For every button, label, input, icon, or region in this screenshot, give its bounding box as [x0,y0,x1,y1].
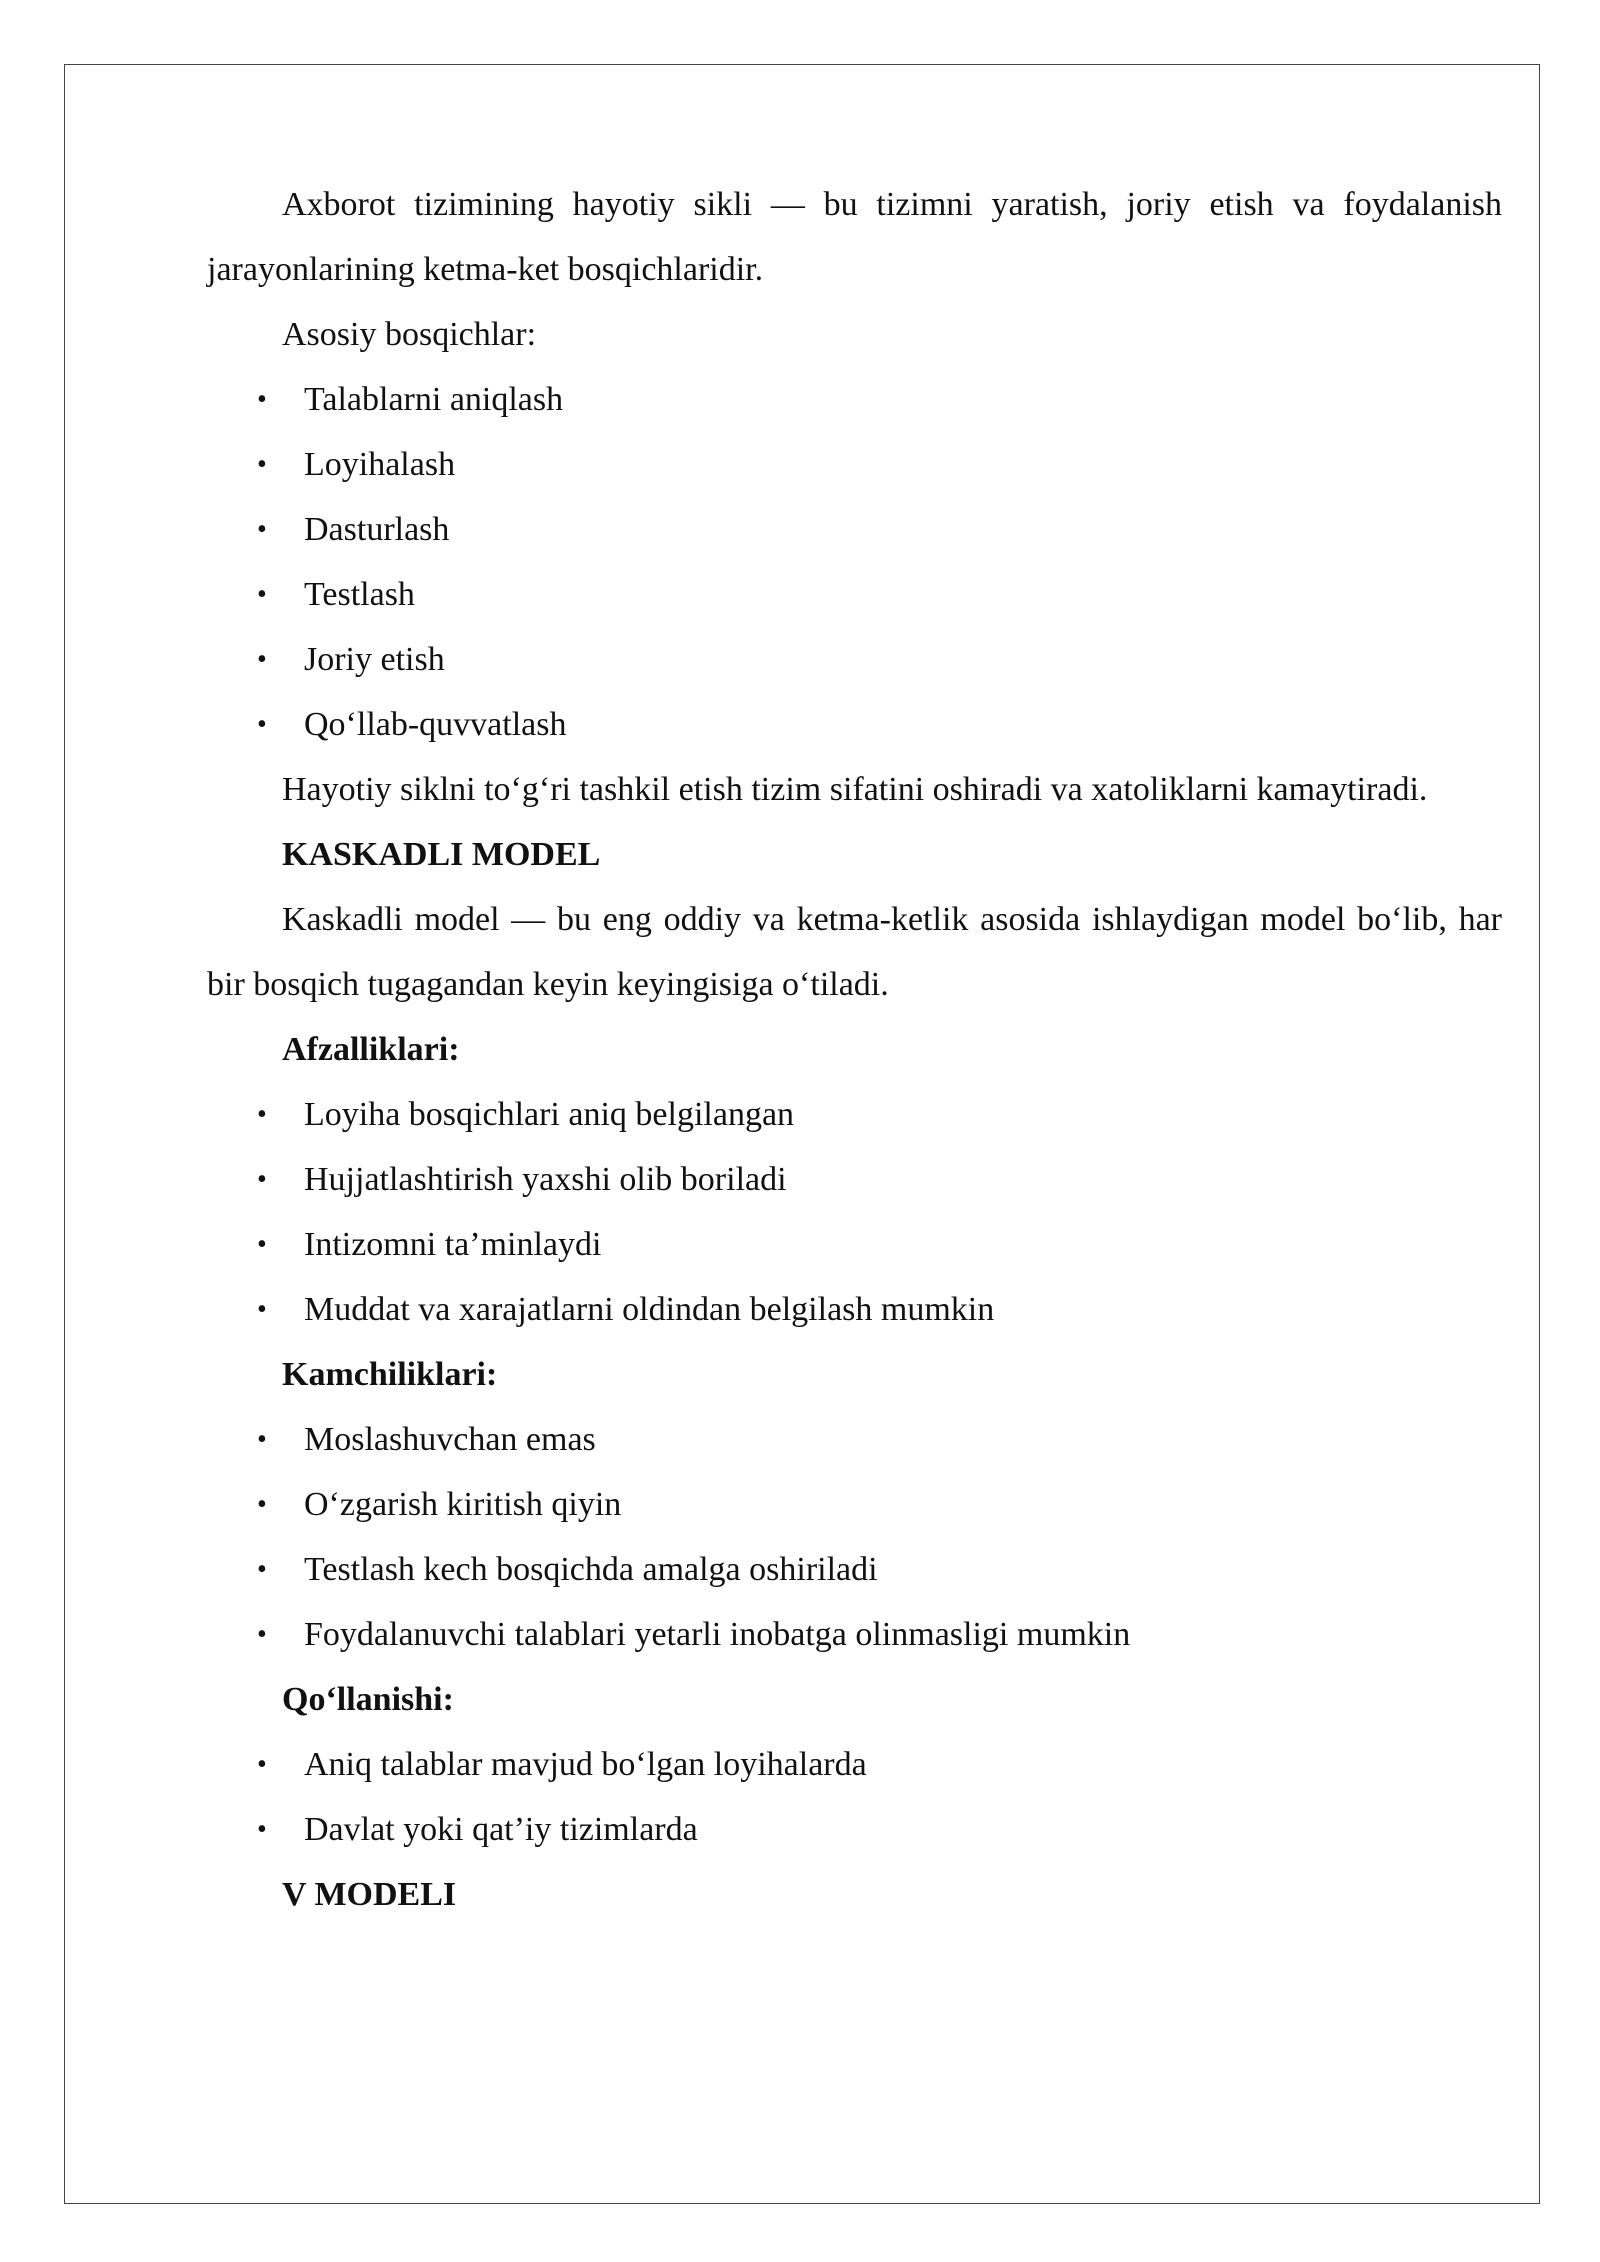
list-item [207,1212,1502,1277]
waterfall-paragraph: Kaskadli model — bu eng oddiy va ketma-ketlik asosida ishlaydigan model bo‘lib, har bir bosqich tugagandan keyin keyingisiga o‘tiladi. [207,901,1502,1003]
bullet-icon: • [257,1749,267,1780]
list-item-text: Loyiha bosqichlari aniq belgilangan [304,1096,795,1133]
bullet-icon: • [257,384,267,415]
list-item-text: Aniq talablar mavjud bo‘lgan loyihalarda [304,1746,867,1783]
list-item [207,1277,1502,1342]
bullet-icon: • [257,514,267,545]
list-item [207,367,1502,432]
list-item-text: Moslashuvchan emas [304,1421,596,1458]
bullet-icon: • [257,1164,267,1195]
list-item [207,1797,1502,1862]
bullet-icon: • [257,1229,267,1260]
list-item-text: Loyihalash [304,446,456,483]
list-item-text: Joriy etish [304,641,445,678]
list-item-text: Testlash kech bosqichda amalga oshiriladi [304,1551,878,1588]
advantages-list [207,1082,1502,1342]
list-item-text: O‘zgarish kiritish qiyin [304,1486,622,1523]
list-item-text: Muddat va xarajatlarni oldindan belgilash mumkin [304,1291,995,1328]
list-item [207,692,1502,757]
list-item [207,432,1502,497]
list-item [207,1732,1502,1797]
list-item-text: Qo‘llab-quvvatlash [304,706,567,743]
bullet-icon: • [257,1424,267,1455]
list-item-text: Testlash [304,576,415,613]
list-item [207,1602,1502,1667]
bullet-icon: • [257,449,267,480]
list-item-text: Foydalanuvchi talablari yetarli inobatga olinmasligi mumkin [304,1616,1131,1653]
stages-label: Asosiy bosqichlar: [282,316,537,353]
disadvantages-label: Kamchiliklari: [282,1356,498,1393]
list-item [207,1407,1502,1472]
list-item [207,1537,1502,1602]
bullet-icon: • [257,709,267,740]
conclusion-paragraph: Hayotiy siklni to‘g‘ri tashkil etish tizim sifatini oshiradi va xatoliklarni kamaytiradi. [282,771,1428,808]
list-item [207,562,1502,627]
v-model-heading: V MODELI [282,1876,457,1913]
list-item [207,497,1502,562]
bullet-icon: • [257,1489,267,1520]
disadvantages-list [207,1407,1502,1667]
advantages-label: Afzalliklari: [282,1031,460,1068]
list-item-text: Dasturlash [304,511,450,548]
bullet-icon: • [257,644,267,675]
list-item-text: Intizomni ta’minlaydi [304,1226,602,1263]
stages-list [207,367,1502,757]
bullet-icon: • [257,1814,267,1845]
intro-paragraph: Axborot tizimining hayotiy sikli — bu tizimni yaratish, joriy etish va foydalanish jarayonlarining ketma-ket bosqichlaridir. [207,186,1502,288]
list-item-text: Talablarni aniqlash [304,381,564,418]
usage-list [207,1732,1502,1862]
list-item [207,1082,1502,1147]
bullet-icon: • [257,579,267,610]
list-item-text: Hujjatlashtirish yaxshi olib boriladi [304,1161,787,1198]
bullet-icon: • [257,1619,267,1650]
waterfall-heading: KASKADLI MODEL [282,836,601,873]
bullet-icon: • [257,1294,267,1325]
document-body [207,172,1502,1927]
bullet-icon: • [257,1099,267,1130]
list-item [207,627,1502,692]
list-item-text: Davlat yoki qat’iy tizimlarda [304,1811,698,1848]
list-item [207,1472,1502,1537]
list-item [207,1147,1502,1212]
bullet-icon: • [257,1554,267,1585]
usage-label: Qo‘llanishi: [282,1681,454,1718]
